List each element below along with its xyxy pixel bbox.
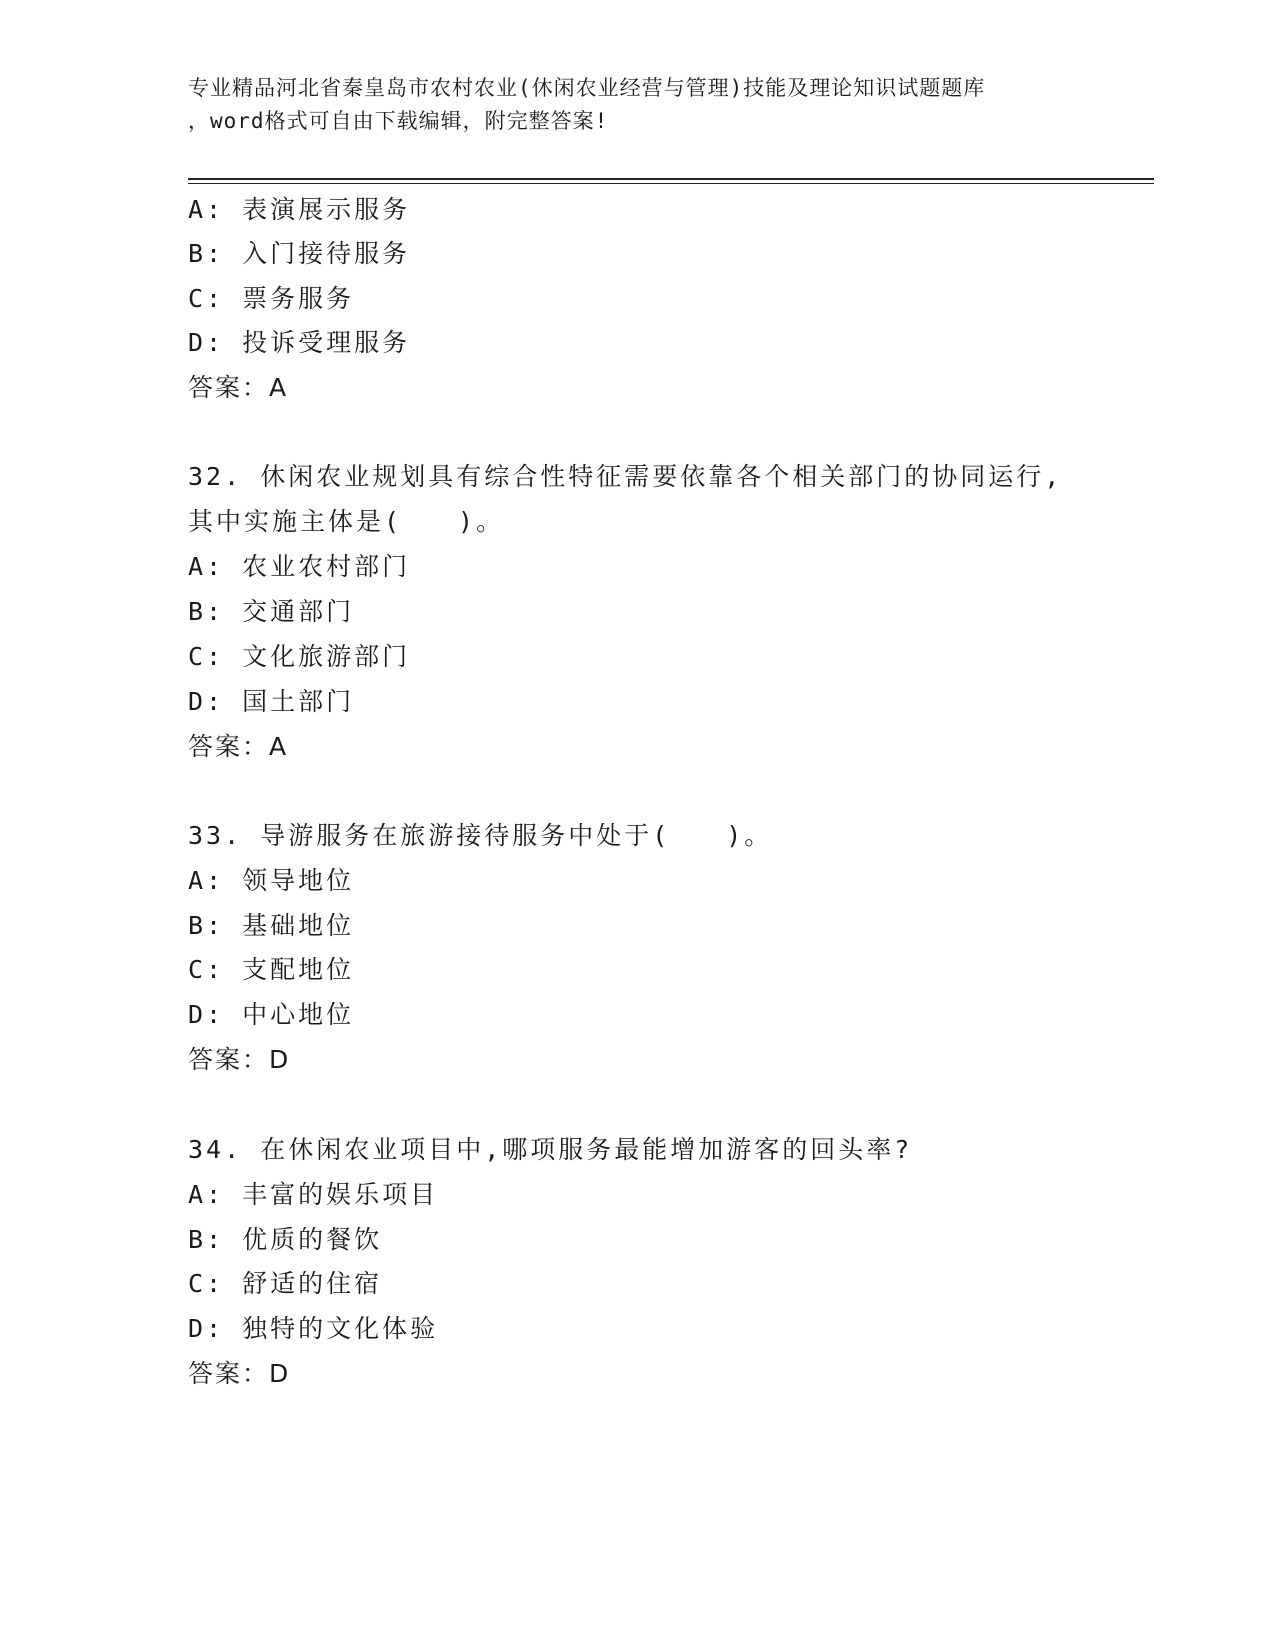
option-b: B: 入门接待服务: [188, 239, 411, 268]
header-divider-thick: [188, 178, 1154, 180]
option-c: C: 票务服务: [188, 284, 355, 313]
question-33-stem: 33. 导游服务在旅游接待服务中处于( )。: [188, 821, 773, 850]
header-divider-thin: [188, 183, 1154, 184]
question-32-answer: 答案：A: [188, 732, 289, 761]
question-34-answer: 答案：D: [188, 1359, 291, 1388]
question-33-option-c: C: 支配地位: [188, 955, 355, 984]
question-32-option-c: C: 文化旅游部门: [188, 642, 411, 671]
question-33-option-a: A: 领导地位: [188, 866, 355, 895]
question-34-option-b: B: 优质的餐饮: [188, 1225, 383, 1254]
question-32-stem-line-1: 32. 休闲农业规划具有综合性特征需要依靠各个相关部门的协同运行,: [188, 462, 1063, 491]
question-34-option-d: D: 独特的文化体验: [188, 1314, 439, 1343]
answer-label: 答案：A: [188, 373, 289, 402]
header-title-line-2: ，word格式可自由下载编辑，附完整答案!: [188, 109, 609, 133]
question-32-stem-line-2: 其中实施主体是( )。: [188, 507, 505, 536]
question-34-option-a: A: 丰富的娱乐项目: [188, 1180, 439, 1209]
option-d: D: 投诉受理服务: [188, 328, 411, 357]
question-32-option-b: B: 交通部门: [188, 597, 355, 626]
question-33-option-d: D: 中心地位: [188, 1000, 355, 1029]
question-32-option-a: A: 农业农村部门: [188, 552, 411, 581]
question-33-option-b: B: 基础地位: [188, 911, 355, 940]
document-header: [188, 72, 1088, 138]
question-34-option-c: C: 舒适的住宿: [188, 1269, 383, 1298]
question-34-stem: 34. 在休闲农业项目中,哪项服务最能增加游客的回头率?: [188, 1135, 913, 1164]
question-33-answer: 答案：D: [188, 1045, 291, 1074]
question-32-option-d: D: 国土部门: [188, 687, 355, 716]
option-a: A: 表演展示服务: [188, 195, 411, 224]
header-title-line-1: 专业精品河北省秦皇岛市农村农业(休闲农业经营与管理)技能及理论知识试题题库: [188, 76, 986, 100]
